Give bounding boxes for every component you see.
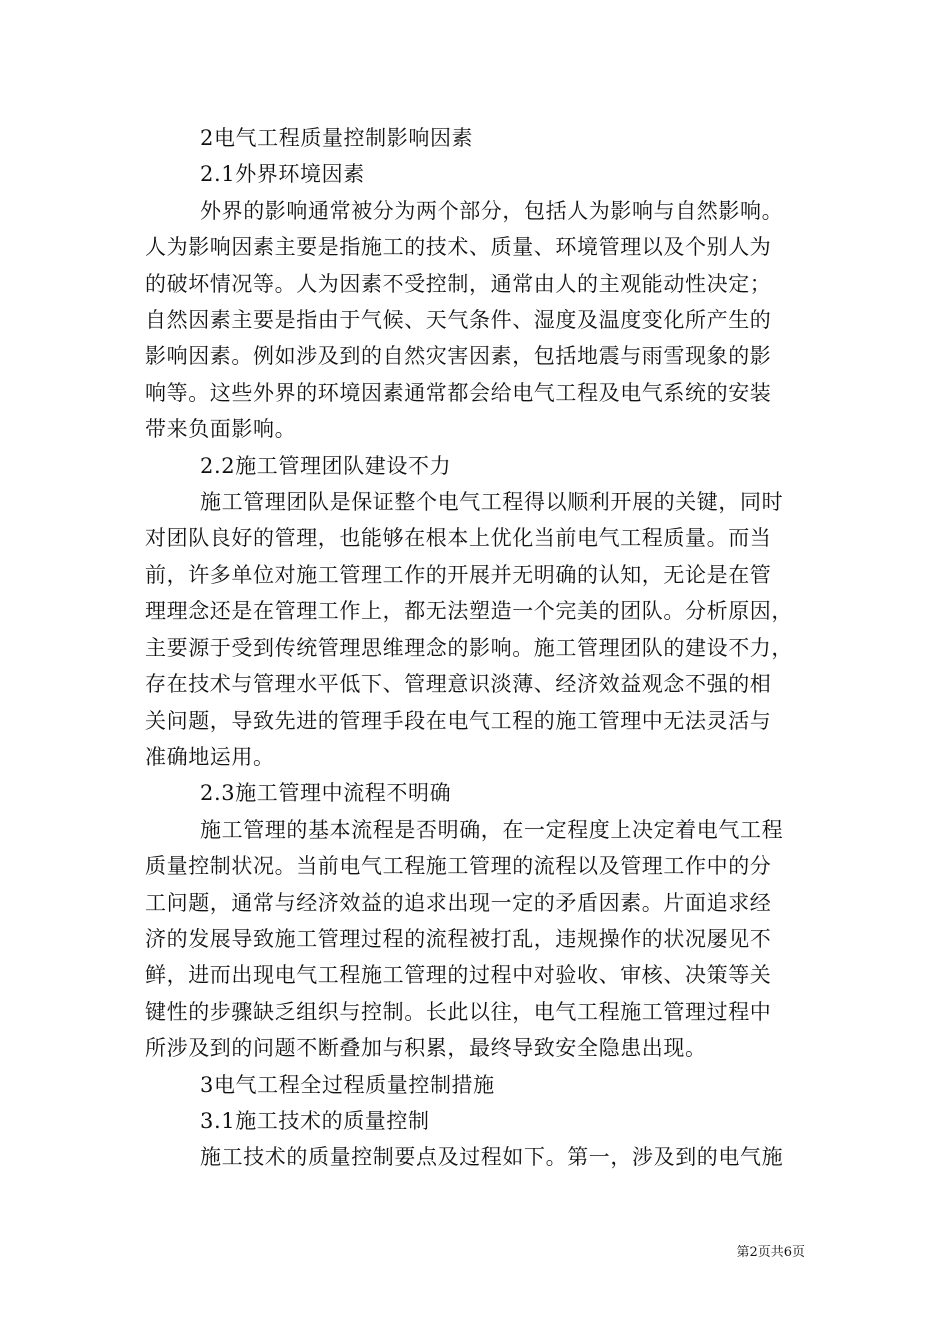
text-line: 带来负面影响。 [145, 417, 297, 442]
text-line: 济的发展导致施工管理过程的流程被打乱，违规操作的状况屡见不 [145, 926, 772, 951]
text-line: 鲜，进而出现电气工程施工管理的过程中对验收、审核、决策等关 [145, 963, 772, 988]
text-line: 2电气工程质量控制影响因素 [200, 126, 474, 150]
text-line: 3电气工程全过程质量控制措施 [200, 1072, 495, 1097]
text-line: 响等。这些外界的环境因素通常都会给电气工程及电气系统的安装 [145, 380, 772, 405]
text-line: 2.1外界环境因素 [200, 162, 365, 187]
text-line: 键性的步骤缺乏组织与控制。长此以往，电气工程施工管理过程中 [145, 999, 772, 1024]
text-line: 自然因素主要是指由于气候、天气条件、湿度及温度变化所产生的 [145, 308, 772, 333]
text-line: 准确地运用。 [145, 744, 275, 769]
text-line: 关问题，导致先进的管理手段在电气工程的施工管理中无法灵活与 [145, 708, 772, 733]
text-line: 前，许多单位对施工管理工作的开展并无明确的认知，无论是在管 [145, 562, 772, 587]
text-line: 2.2施工管理团队建设不力 [200, 453, 452, 478]
text-line: 2.3施工管理中流程不明确 [200, 781, 452, 806]
text-line: 所涉及到的问题不断叠加与积累，最终导致安全隐患出现。 [145, 1036, 707, 1061]
page-number: 第2页共6页 [736, 1245, 805, 1260]
text-line: 质量控制状况。当前电气工程施工管理的流程以及管理工作中的分 [145, 854, 772, 879]
text-line: 的破坏情况等。人为因素不受控制，通常由人的主观能动性决定； [145, 271, 772, 296]
text-line: 3.1施工技术的质量控制 [200, 1108, 430, 1133]
document-body [145, 120, 815, 1176]
text-line: 影响因素。例如涉及到的自然灾害因素，包括地震与雨雪现象的影 [145, 344, 772, 369]
text-line: 施工管理的基本流程是否明确，在一定程度上决定着电气工程 [200, 817, 784, 842]
text-line: 对团队良好的管理，也能够在根本上优化当前电气工程质量。而当 [145, 526, 772, 551]
text-line: 工问题，通常与经济效益的追求出现一定的矛盾因素。片面追求经 [145, 890, 772, 915]
text-line: 主要源于受到传统管理思维理念的影响。施工管理团队的建设不力， [145, 635, 793, 660]
text-line: 人为影响因素主要是指施工的技术、质量、环境管理以及个别人为 [145, 235, 772, 260]
text-line: 外界的影响通常被分为两个部分，包括人为影响与自然影响。 [200, 198, 784, 223]
text-line: 理理念还是在管理工作上，都无法塑造一个完美的团队。分析原因， [145, 599, 793, 624]
text-line: 施工技术的质量控制要点及过程如下。第一，涉及到的电气施 [200, 1145, 784, 1170]
text-line: 存在技术与管理水平低下、管理意识淡薄、经济效益观念不强的相 [145, 672, 772, 697]
text-line: 施工管理团队是保证整个电气工程得以顺利开展的关键，同时 [200, 490, 784, 515]
